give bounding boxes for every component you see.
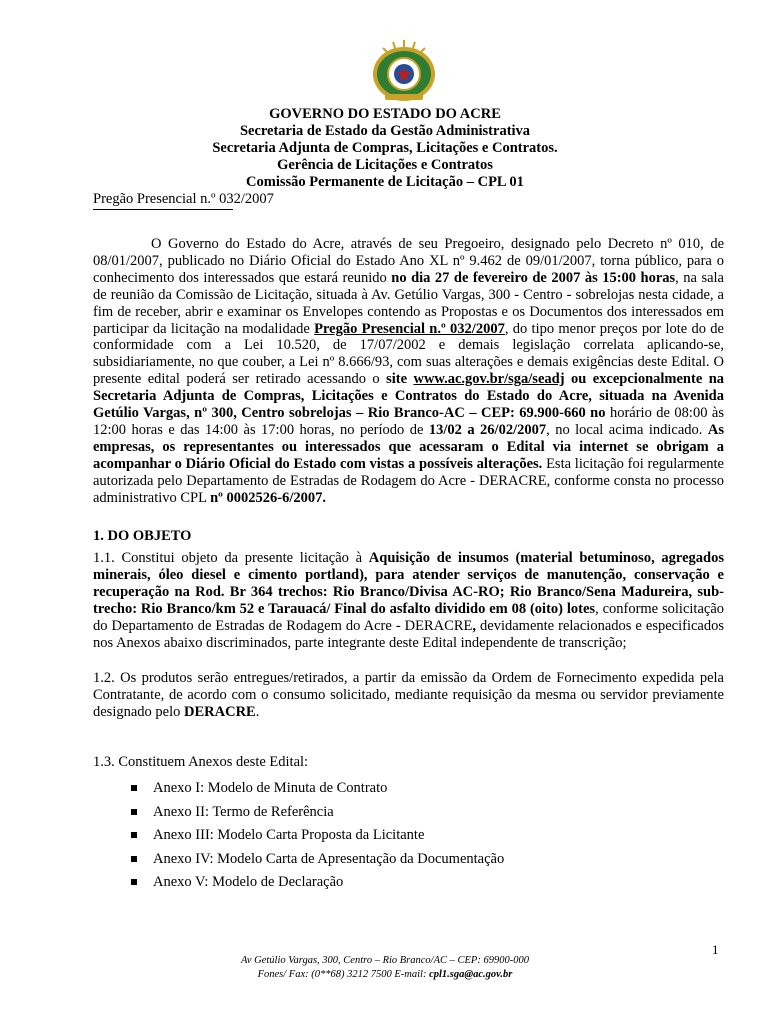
paragraph-1-2: 1.2. Os produtos serão entregues/retirados, a partir da emissão da Ordem de Fornecimento expedida pela Contratante, de acordo com o consumo solicitado, mediante requisição da mesma ou servidor previamente designado pelo DERACRE. bbox=[93, 670, 724, 720]
header-government-title: GOVERNO DO ESTADO DO ACRE bbox=[269, 106, 501, 122]
bullet-icon bbox=[131, 879, 137, 885]
annex-item: Anexo III: Modelo Carta Proposta da Licitante bbox=[131, 824, 504, 848]
annex-item: Anexo II: Termo de Referência bbox=[131, 801, 504, 825]
header-comissao: Comissão Permanente de Licitação – CPL 01 bbox=[246, 174, 524, 190]
footer-email-link[interactable]: cpl1.sga@ac.gov.br bbox=[429, 969, 513, 980]
header-gerencia: Gerência de Licitações e Contratos bbox=[277, 157, 493, 173]
footer-contact: Fones/ Fax: (0**68) 3212 7500 E-mail: cpl1.sga@ac.gov.br bbox=[257, 969, 513, 980]
bullet-icon bbox=[131, 832, 137, 838]
annex-list bbox=[131, 777, 504, 895]
intro-paragraph: O Governo do Estado do Acre, através de seu Pregoeiro, designado pelo Decreto nº 010, de 08/01/2007, publicado no Diário Oficial do Estado Ano XL nº 9.462 de 09/01/2007, torna público, para o conhecimento dos interessados que estará reunido no dia 27 de fevereiro de 2007 às 15:00 horas, na sala de reunião da Comissão de Licitação, situada à Av. Getúlio Vargas, 300 - Centro - sobrelojas nesta cidade, a fim de receber, abrir e examinar os Envelopes contendo as Propostas e os Documentos dos interessados em participar da licitação na modalidade Pregão Presencial n.º 032/2007, do tipo menor preços por lote do de conformidade com a Lei 10.520, de 17/07/2002 e demais legislação correlata aplicando-se, subsidiariamente, no que couber, a Lei nº 8.666/93, com suas alterações e demais exigências deste Edital. O presente edital poderá ser retirado acessando o site www.ac.gov.br/sga/seadj ou excepcionalmente na Secretaria Adjunta de Compras, Licitações e Contratos do Estado do Acre, situada na Avenida Getúlio Vargas, nº 300, Centro sobrelojas – Rio Branco-AC – CEP: 69.900-660 no horário de 08:00 às 12:00 horas e das 14:00 às 17:00 horas, no período de 13/02 a 26/02/2007, no local acima indicado. As empresas, os representantes ou interessados que acessaram o Edital via internet se obrigam a acompanhar o Diário Oficial do Estado com vistas a possíveis alterações. Esta licitação foi regularmente autorizada pelo Departamento de Estradas de Rodagem do Acre - DERACRE, conforme consta no processo administrativo CPL nº 0002526-6/2007. bbox=[93, 236, 725, 506]
annex-item: Anexo IV: Modelo Carta de Apresentação da Documentação bbox=[131, 848, 504, 872]
header-secretaria: Secretaria de Estado da Gestão Administrativa bbox=[239, 123, 531, 139]
acre-coat-of-arms-emblem bbox=[371, 38, 437, 104]
annex-item: Anexo V: Modelo de Declaração bbox=[131, 871, 504, 895]
divider-line bbox=[93, 209, 233, 210]
section-title-objeto: 1. DO OBJETO bbox=[93, 528, 192, 544]
bullet-icon bbox=[131, 856, 137, 862]
header-secretaria-adjunta: Secretaria Adjunta de Compras, Licitações e Contratos. bbox=[212, 140, 558, 156]
bullet-icon bbox=[131, 785, 137, 791]
annex-item: Anexo I: Modelo de Minuta de Contrato bbox=[131, 777, 504, 801]
emblem-banner bbox=[385, 94, 423, 100]
bullet-icon bbox=[131, 809, 137, 815]
paragraph-1-1: 1.1. Constitui objeto da presente licitação à Aquisição de insumos (material betuminoso, agregados minerais, óleo diesel e cimento portland), para atender serviços de manutenção, conservação e recuperação na Rod. Br 364 trechos: Rio Branco/Divisa AC-RO; Rio Branco/Sena Madureira, sub-trecho: Rio Branco/km 52 e Tarauacá/ Final do asfalto dividido em 08 (oito) lotes, conforme solicitação do Departamento de Estradas de Rodagem do Acre - DERACRE, devidamente relacionados e especificados nos Anexos abaixo discriminados, parte integrante deste Edital independente de transcrição; bbox=[93, 550, 725, 651]
page-number: 1 bbox=[712, 942, 719, 957]
footer-address: Av Getúlio Vargas, 300, Centro – Rio Branco/AC – CEP: 69900-000 bbox=[241, 955, 529, 966]
pregao-reference: Pregão Presencial n.º 032/2007 bbox=[93, 191, 274, 207]
paragraph-1-3: 1.3. Constituem Anexos deste Edital: bbox=[93, 754, 309, 770]
